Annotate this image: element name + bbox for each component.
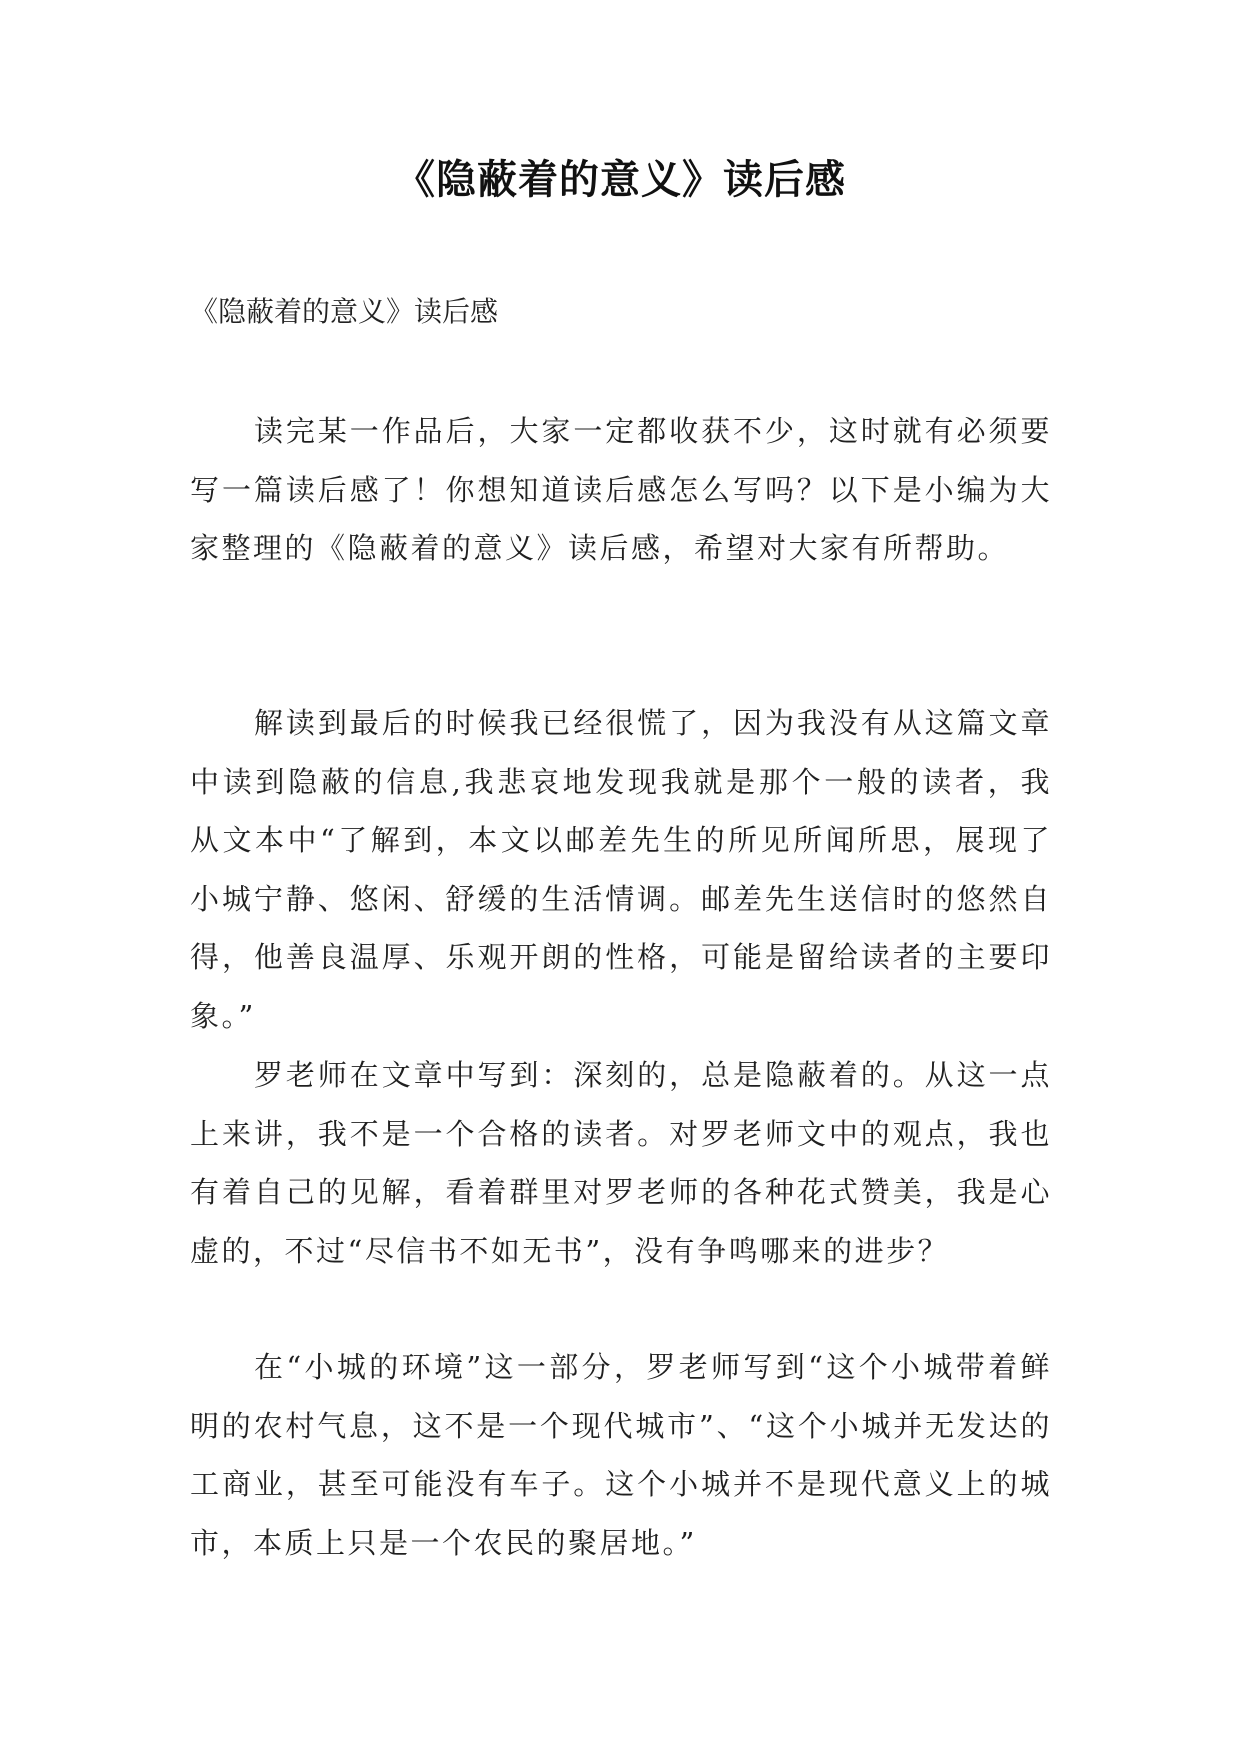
- paragraph-opinion: 罗老师在文章中写到：深刻的，总是隐蔽着的。从这一点上来讲，我不是一个合格的读者。对罗老师文中的观点，我也有着自己的见解，看着群里对罗老师的各种花式赞美，我是心虚的，不过“尽信书不如无书”，没有争鸣哪来的进步？: [190, 1058, 1052, 1268]
- document-subtitle: 《隐蔽着的意义》读后感: [190, 295, 499, 328]
- paragraph-intro: 读完某一作品后，大家一定都收获不少，这时就有必须要写一篇读后感了！你想知道读后感怎么写吗？以下是小编为大家整理的《隐蔽着的意义》读后感，希望对大家有所帮助。: [190, 414, 1052, 565]
- paragraph-environment: 在“小城的环境”这一部分，罗老师写到“这个小城带着鲜明的农村气息，这不是一个现代城市”、“这个小城并无发达的工商业，甚至可能没有车子。这个小城并不是现代意义上的城市，本质上只是一个农民的聚居地。”: [190, 1350, 1052, 1560]
- paragraph-reading: 解读到最后的时候我已经很慌了，因为我没有从这篇文章中读到隐蔽的信息,我悲哀地发现我就是那个一般的读者，我从文本中“了解到，本文以邮差先生的所见所闻所思，展现了小城宁静、悠闲、舒缓的生活情调。邮差先生送信时的悠然自得，他善良温厚、乐观开朗的性格，可能是留给读者的主要印象。”: [190, 706, 1052, 1033]
- document-title: 《隐蔽着的意义》读后感: [395, 157, 846, 203]
